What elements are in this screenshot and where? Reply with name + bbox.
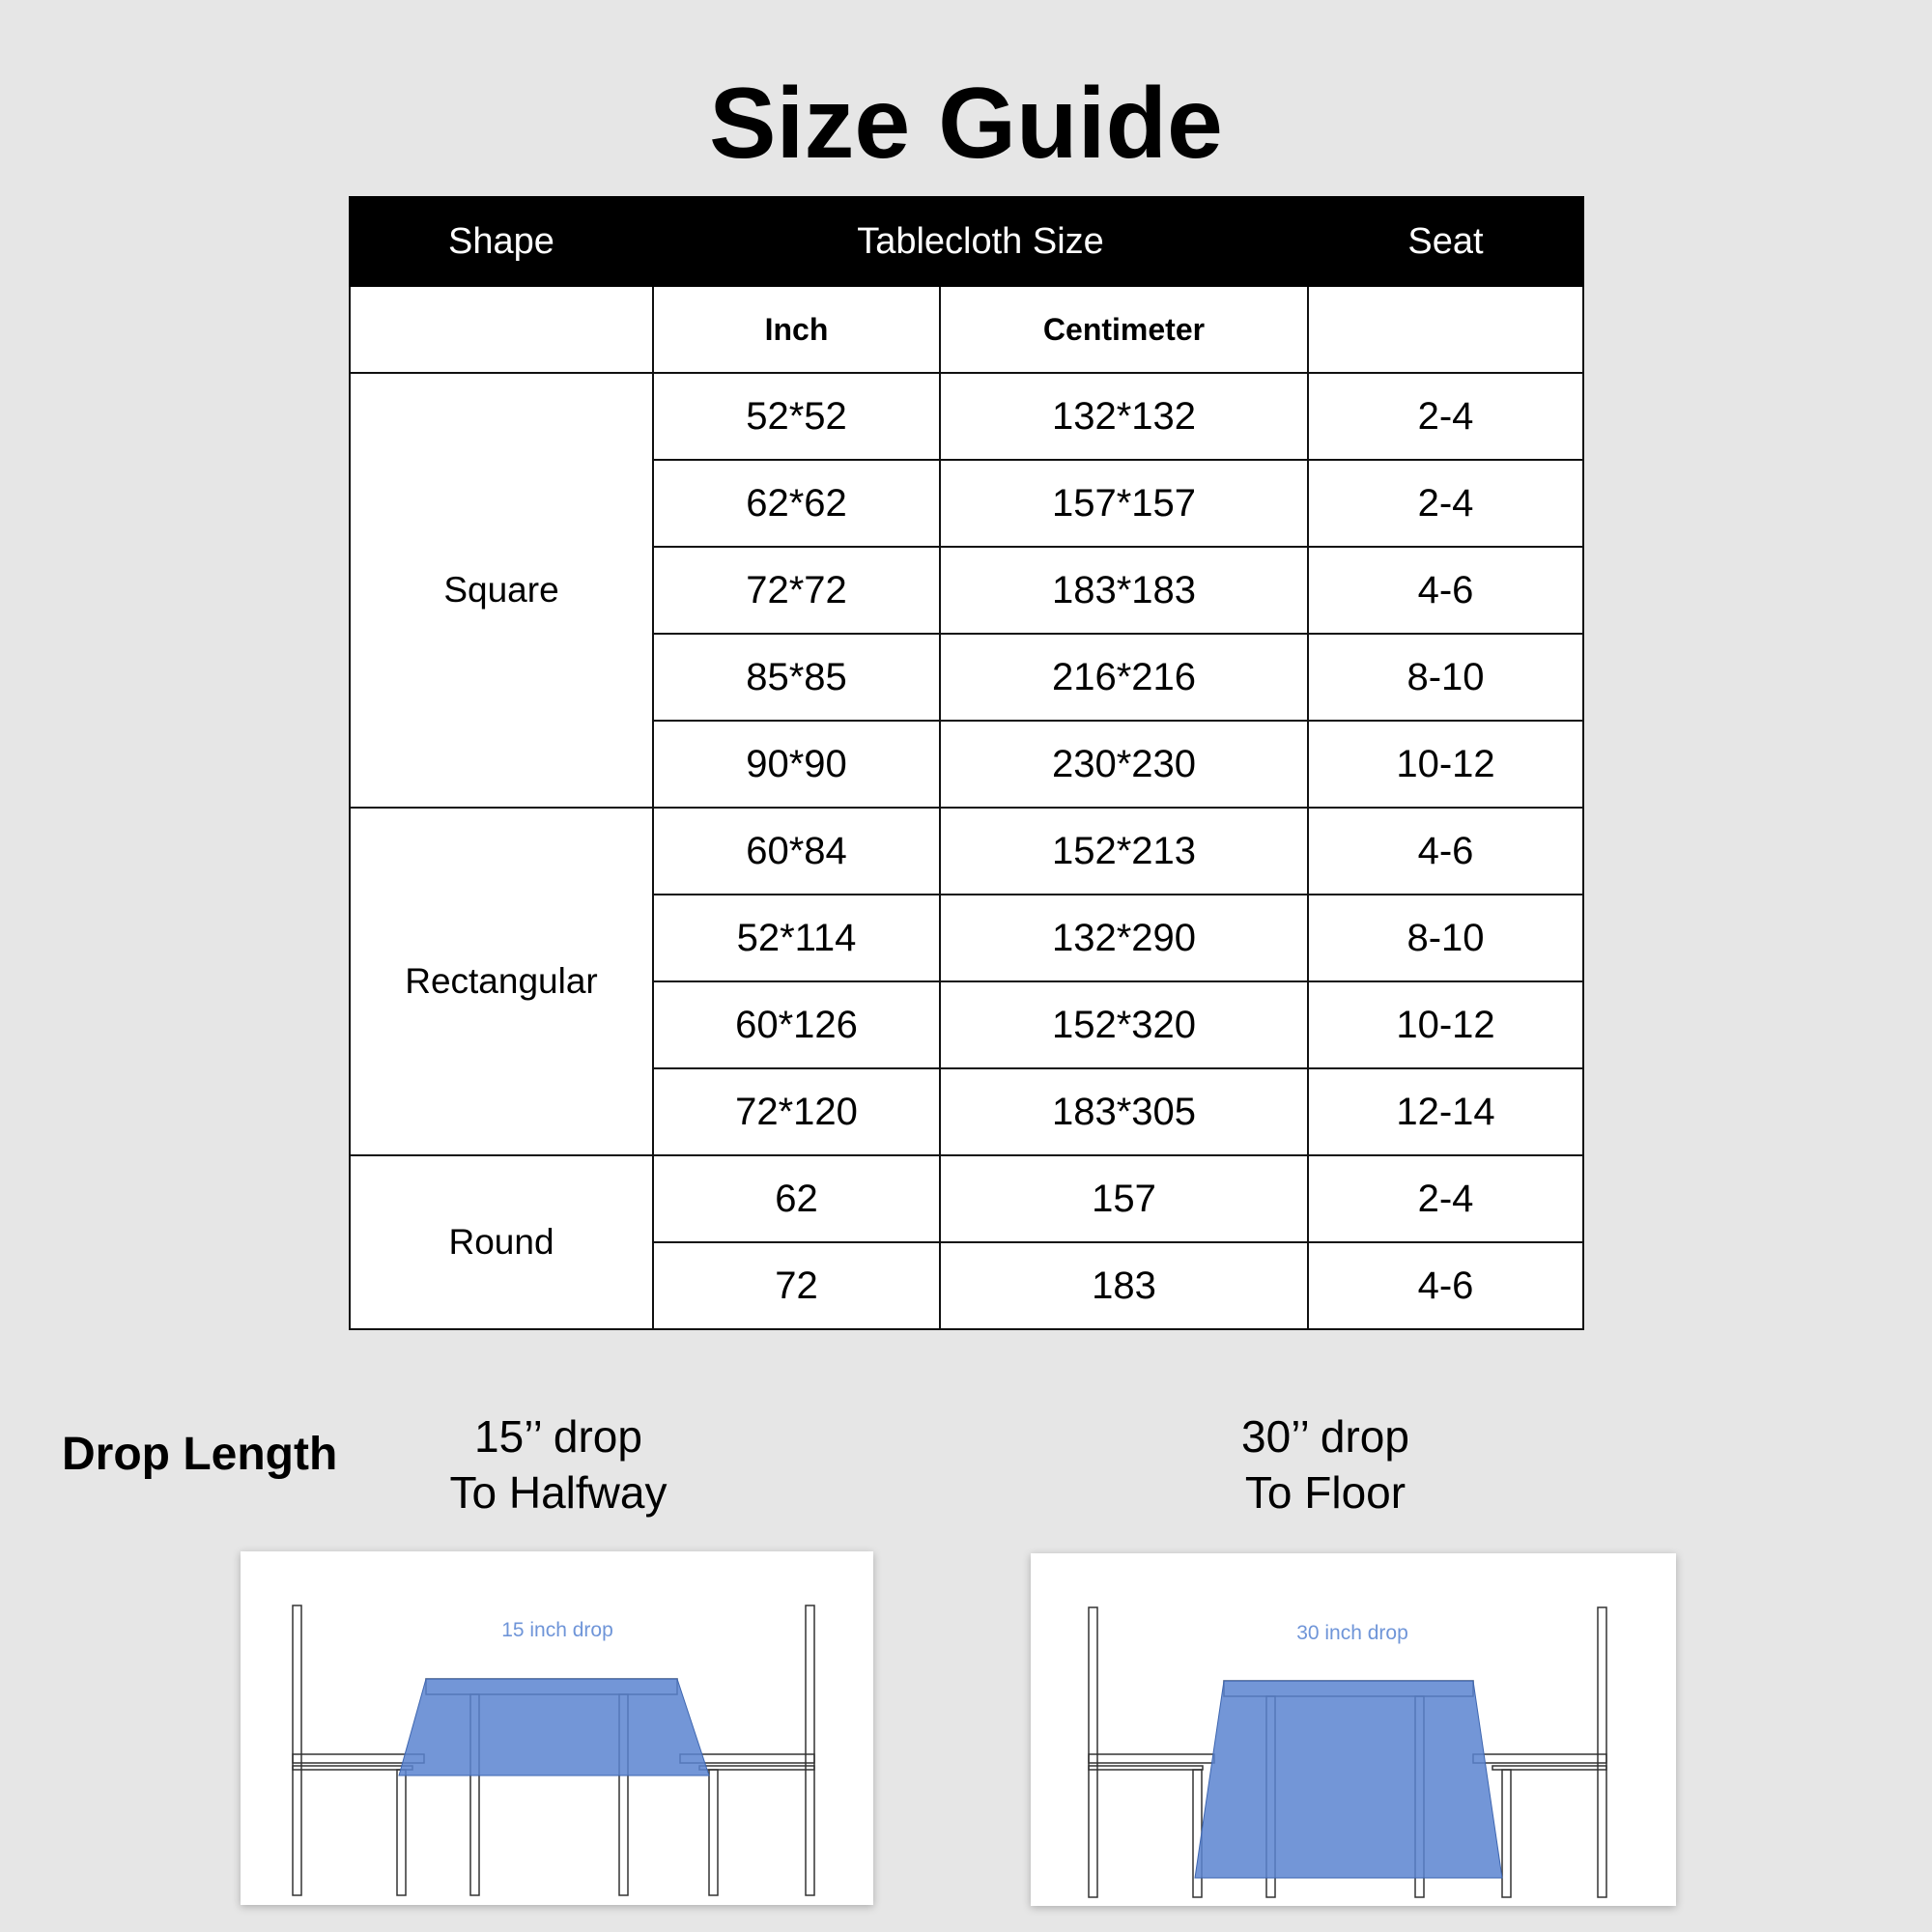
- centimeter-cell: 152*213: [940, 808, 1308, 895]
- inch-cell: 72*72: [653, 547, 940, 634]
- size-table: [349, 196, 1584, 1330]
- diagram-label-15: 15 inch drop: [501, 1619, 613, 1641]
- table-row: [350, 808, 1583, 895]
- header-tablecloth-size: Tablecloth Size: [653, 197, 1308, 286]
- centimeter-cell: 183: [940, 1242, 1308, 1329]
- seat-cell: 12-14: [1308, 1068, 1583, 1155]
- seat-cell: 8-10: [1308, 895, 1583, 981]
- centimeter-cell: 230*230: [940, 721, 1308, 808]
- inch-cell: 72*120: [653, 1068, 940, 1155]
- inch-cell: 85*85: [653, 634, 940, 721]
- drop-caption-30: [1171, 1408, 1480, 1520]
- drop-diagram-30: [1031, 1553, 1676, 1906]
- tablecloth-15: [399, 1679, 709, 1776]
- drop-length-label: Drop Length: [62, 1429, 338, 1480]
- table-row: [350, 1155, 1583, 1242]
- tablecloth-30: [1195, 1681, 1502, 1878]
- inch-cell: 90*90: [653, 721, 940, 808]
- inch-cell: 60*84: [653, 808, 940, 895]
- header-row: [350, 197, 1583, 286]
- inch-cell: 60*126: [653, 981, 940, 1068]
- seat-cell: 4-6: [1308, 808, 1583, 895]
- subheader-inch: Inch: [653, 286, 940, 373]
- inch-cell: 52*114: [653, 895, 940, 981]
- seat-cell: 8-10: [1308, 634, 1583, 721]
- seat-cell: 4-6: [1308, 547, 1583, 634]
- drop-caption-line1: 15’’ drop: [474, 1411, 642, 1462]
- drop-caption-line1: 30’’ drop: [1241, 1411, 1409, 1462]
- drop-caption-15: [406, 1408, 711, 1520]
- centimeter-cell: 157: [940, 1155, 1308, 1242]
- shape-cell: Square: [350, 373, 653, 808]
- header-seat: Seat: [1308, 197, 1583, 286]
- subheader-row: [350, 286, 1583, 373]
- diagram-label-30: 30 inch drop: [1296, 1622, 1408, 1644]
- header-shape: Shape: [350, 197, 653, 286]
- drop-caption-line2: To Floor: [1244, 1467, 1406, 1518]
- centimeter-cell: 132*132: [940, 373, 1308, 460]
- centimeter-cell: 183*305: [940, 1068, 1308, 1155]
- inch-cell: 72: [653, 1242, 940, 1329]
- shape-cell: Round: [350, 1155, 653, 1329]
- chair-left-icon: [293, 1605, 424, 1895]
- centimeter-cell: 132*290: [940, 895, 1308, 981]
- inch-cell: 62: [653, 1155, 940, 1242]
- subheader-empty: [350, 286, 653, 373]
- seat-cell: 2-4: [1308, 460, 1583, 547]
- seat-cell: 2-4: [1308, 373, 1583, 460]
- inch-cell: 62*62: [653, 460, 940, 547]
- seat-cell: 2-4: [1308, 1155, 1583, 1242]
- chair-left-icon: [1089, 1607, 1214, 1897]
- seat-cell: 4-6: [1308, 1242, 1583, 1329]
- drop-caption-line2: To Halfway: [449, 1467, 668, 1518]
- shape-cell: Rectangular: [350, 808, 653, 1155]
- inch-cell: 52*52: [653, 373, 940, 460]
- centimeter-cell: 183*183: [940, 547, 1308, 634]
- seat-cell: 10-12: [1308, 981, 1583, 1068]
- drop-diagram-15: [241, 1551, 873, 1905]
- centimeter-cell: 157*157: [940, 460, 1308, 547]
- page-title: Size Guide: [709, 68, 1223, 180]
- centimeter-cell: 216*216: [940, 634, 1308, 721]
- table-row: [350, 373, 1583, 460]
- subheader-centimeter: Centimeter: [940, 286, 1308, 373]
- centimeter-cell: 152*320: [940, 981, 1308, 1068]
- subheader-empty: [1308, 286, 1583, 373]
- seat-cell: 10-12: [1308, 721, 1583, 808]
